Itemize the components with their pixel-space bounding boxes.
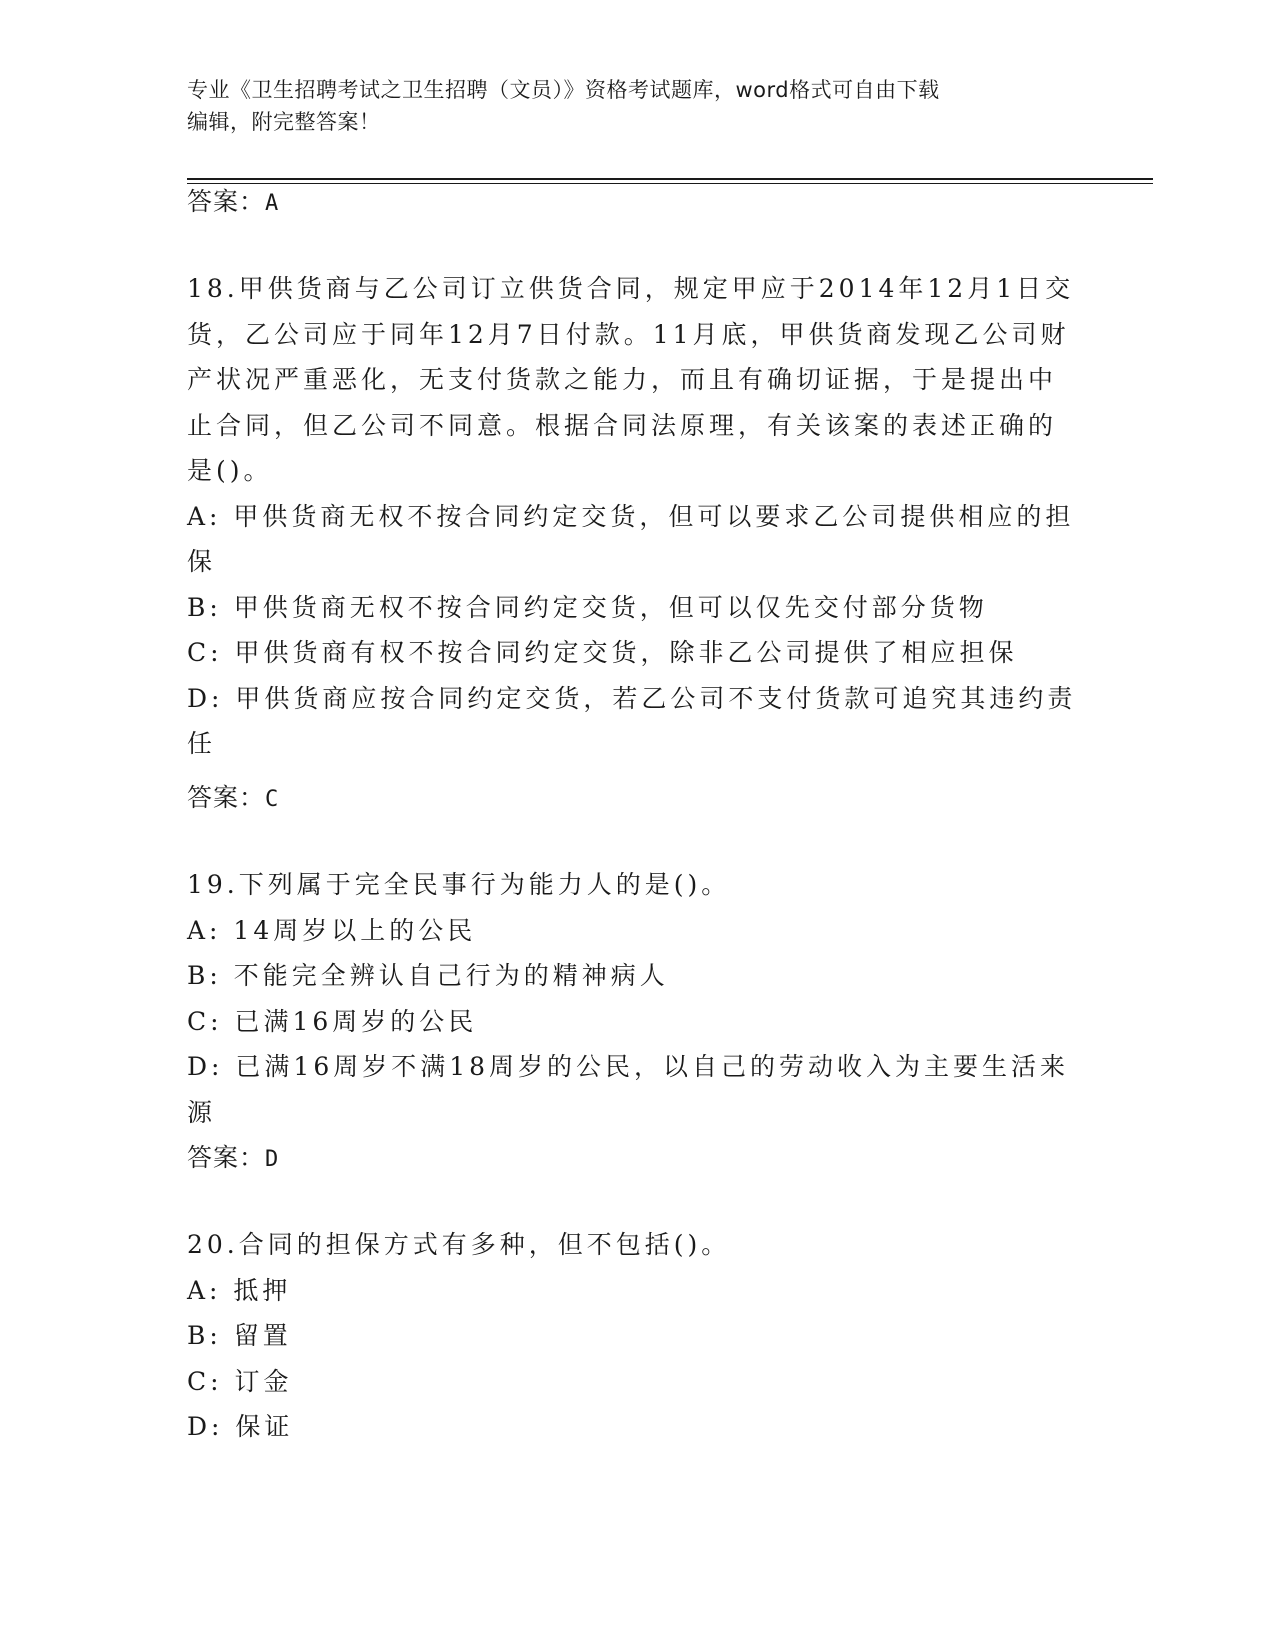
- question-stem-line: 20.合同的担保方式有多种，但不包括()。: [187, 1230, 731, 1259]
- question-18-answer: [187, 782, 279, 816]
- question-18: [187, 266, 1077, 767]
- answer-value: C: [265, 787, 280, 812]
- question-stem-line: 是()。: [187, 456, 273, 485]
- answer-value: D: [265, 1147, 280, 1172]
- option-b: B: 留置: [187, 1321, 292, 1350]
- option-d: D: 已满16周岁不满18周岁的公民，以自己的劳动收入为主要生活来: [187, 1052, 1070, 1081]
- answer-label: 答案：: [187, 187, 266, 216]
- option-b: B: 甲供货商无权不按合同约定交货，但可以仅先交付部分货物: [187, 592, 988, 622]
- question-19-answer: [187, 1142, 279, 1176]
- question-20: [187, 1222, 1077, 1450]
- option-c: C: 订金: [187, 1366, 293, 1396]
- option-d: D: 甲供货商应按合同约定交货，若乙公司不支付货款可追究其违约责: [187, 683, 1077, 713]
- option-d-cont: 任: [187, 729, 217, 758]
- answer-value: A: [265, 191, 280, 216]
- option-a-cont: 保: [187, 547, 217, 576]
- header-divider-thin: [187, 183, 1153, 184]
- answer-label: 答案：: [187, 783, 266, 812]
- header-divider-thick: [187, 178, 1153, 180]
- option-c: C: 甲供货商有权不按合同约定交货，除非乙公司提供了相应担保: [187, 638, 1018, 667]
- option-c: C: 已满16周岁的公民: [187, 1006, 478, 1036]
- option-d-cont: 源: [187, 1097, 217, 1127]
- question-stem-line: 货，乙公司应于同年12月7日付款。11月底，甲供货商发现乙公司财: [187, 319, 1070, 349]
- option-a: A: 甲供货商无权不按合同约定交货，但可以要求乙公司提供相应的担: [187, 501, 1075, 531]
- answer-label: 答案：: [187, 1143, 266, 1172]
- question-stem-line: 产状况严重恶化，无支付货款之能力，而且有确切证据，于是提出中: [187, 365, 1058, 394]
- question-stem-line: 止合同，但乙公司不同意。根据合同法原理，有关该案的表述正确的: [187, 410, 1058, 440]
- question-19: [187, 862, 1077, 1135]
- question-stem-line: 19.下列属于完全民事行为能力人的是()。: [187, 870, 731, 899]
- document-header: [187, 74, 1087, 138]
- prev-answer: [187, 186, 279, 220]
- header-line-2: 编辑，附完整答案！: [187, 110, 381, 134]
- option-d: D: 保证: [187, 1412, 294, 1441]
- option-a: A: 抵押: [187, 1275, 292, 1305]
- header-line-1: 专业《卫生招聘考试之卫生招聘（文员）》资格考试题库，word格式可自由下载: [187, 78, 940, 102]
- question-stem-line: 18.甲供货商与乙公司订立供货合同，规定甲应于2014年12月1日交: [187, 274, 1075, 303]
- option-b: B: 不能完全辨认自己行为的精神病人: [187, 961, 669, 990]
- option-a: A: 14周岁以上的公民: [187, 915, 477, 945]
